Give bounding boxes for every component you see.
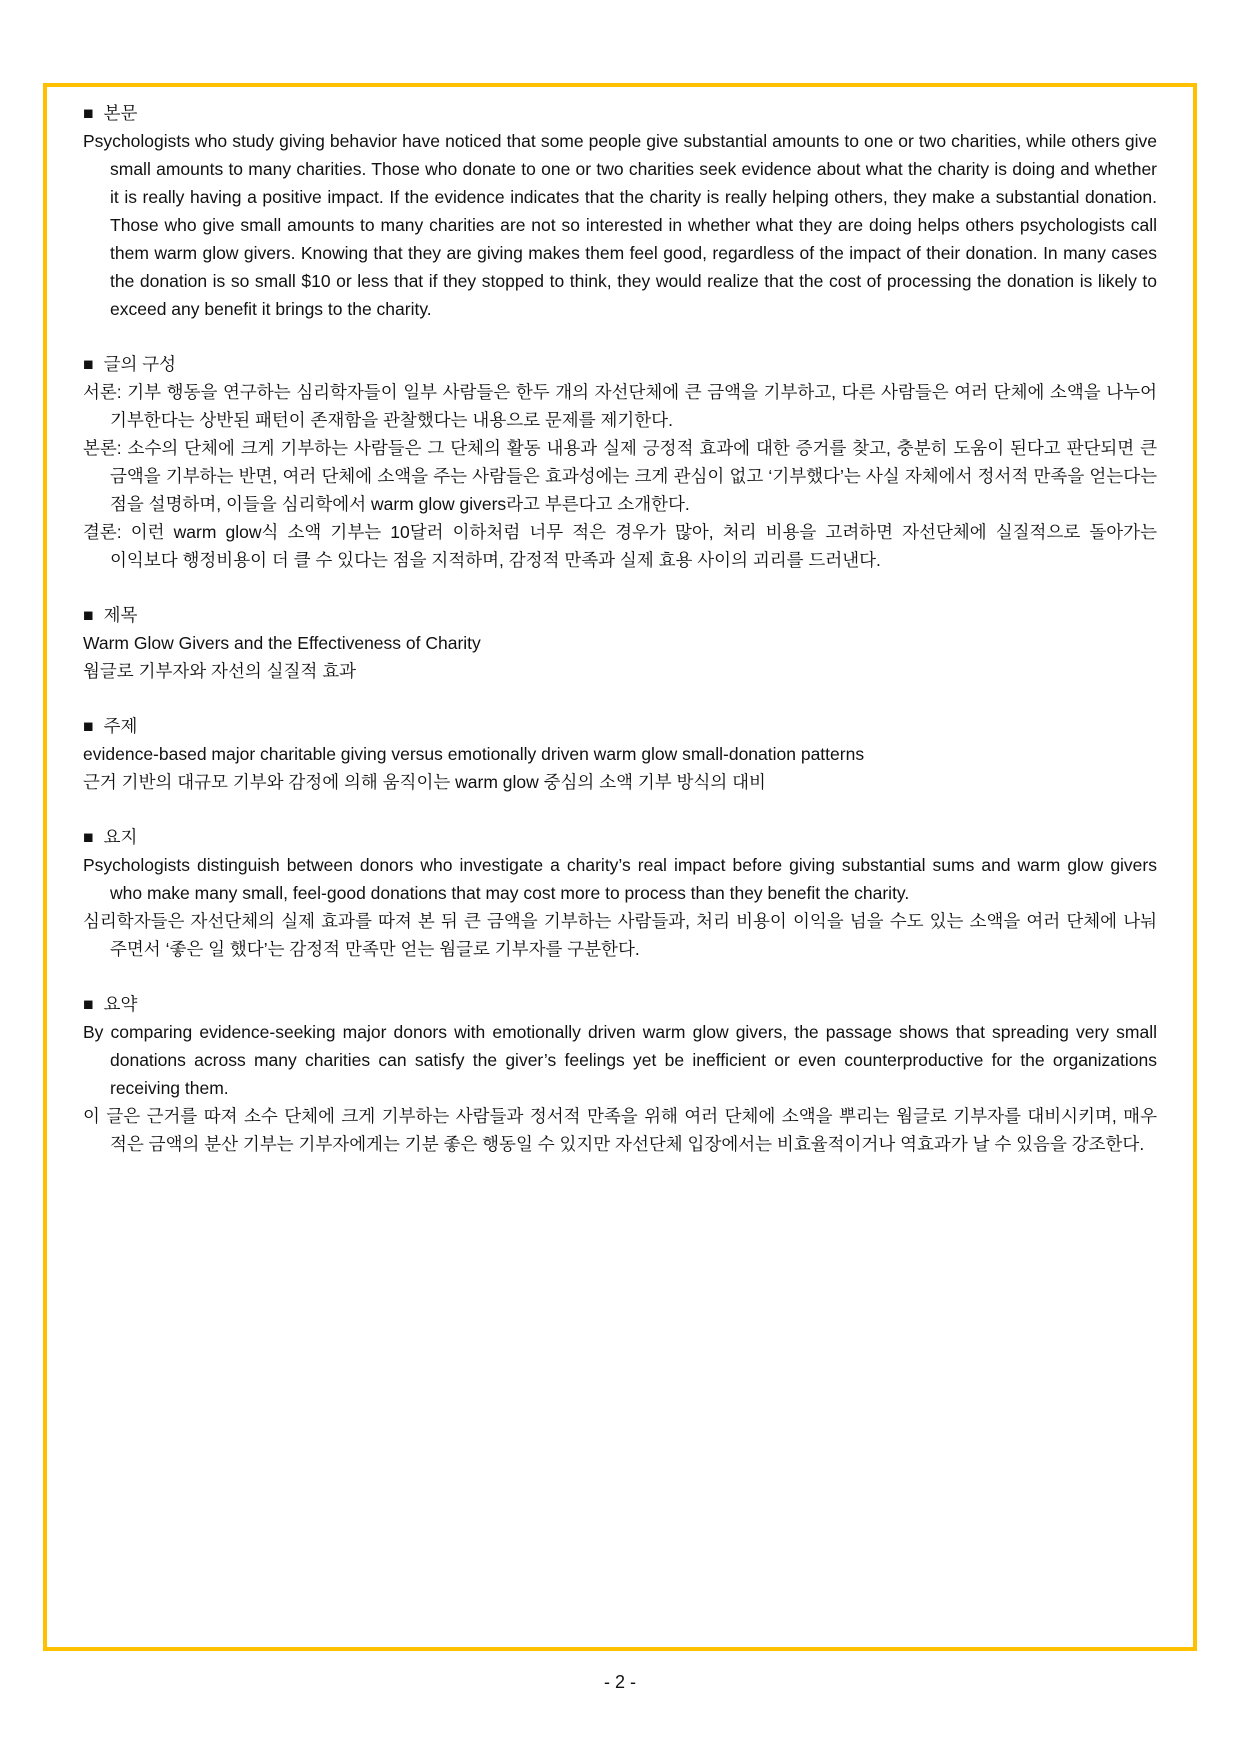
section-summary-header: [83, 990, 1157, 1018]
title-english-text: Warm Glow Givers and the Effectiveness of Charity: [83, 633, 481, 653]
page-content: [47, 87, 1193, 1158]
section-passage: [83, 99, 1157, 323]
section-gist-header: [83, 823, 1157, 851]
square-bullet-icon: ■: [83, 103, 94, 123]
summary-korean-text: 이 글은 근거를 따져 소수 단체에 크게 기부하는 사람들과 정서적 만족을 위해 여러 단체에 소액을 뿌리는 웜글로 기부자를 대비시키며, 매우 적은 금액의 분산 기부는 기부자에게는 기분 좋은 행동일 수 있지만 자선단체 입장에서는 비효율적이거나 역효과가 날 수 있음을 강조한다.: [83, 1106, 1157, 1154]
section-structure: [83, 350, 1157, 574]
section-passage-header: [83, 99, 1157, 127]
square-bullet-icon: ■: [83, 716, 94, 736]
section-gist: [83, 823, 1157, 963]
gist-korean-text: 심리학자들은 자선단체의 실제 효과를 따져 본 뒤 큰 금액을 기부하는 사람들과, 처리 비용이 이익을 넘을 수도 있는 소액을 여러 단체에 나눠 주면서 ‘좋은 일 했다’는 감정적 만족만 얻는 웜글로 기부자를 구분한다.: [83, 911, 1157, 959]
section-gist-title: 요지: [103, 827, 138, 847]
topic-korean-text: 근거 기반의 대규모 기부와 감정에 의해 움직이는 warm glow 중심의 소액 기부 방식의 대비: [83, 772, 766, 792]
section-topic: [83, 712, 1157, 796]
section-passage-title: 본문: [103, 103, 138, 123]
section-summary-title: 요약: [103, 994, 138, 1014]
topic-english-text: evidence-based major charitable giving versus emotionally driven warm glow small-donation patterns: [83, 744, 865, 764]
structure-body-text: 본론: 소수의 단체에 크게 기부하는 사람들은 그 단체의 활동 내용과 실제 긍정적 효과에 대한 증거를 찾고, 충분히 도움이 된다고 판단되면 큰 금액을 기부하는 반면, 여러 단체에 소액을 주는 사람들은 효과성에는 크게 관심이 없고 ‘기부했다’는 사실 자체에서 정서적 만족을 얻는다는 점을 설명하며, 이들을 심리학에서 warm glow givers라고 부른다고 소개한다.: [83, 438, 1157, 514]
section-structure-title: 글의 구성: [103, 354, 177, 374]
section-topic-header: [83, 712, 1157, 740]
gist-english-text: Psychologists distinguish between donors who investigate a charity’s real impact before giving substantial sums and warm glow givers who make many small, feel-good donations that may cost more to process than they benefit the charity.: [83, 855, 1157, 903]
structure-conclusion-text: 결론: 이런 warm glow식 소액 기부는 10달러 이하처럼 너무 적은 경우가 많아, 처리 비용을 고려하면 자선단체에 실질적으로 돌아가는 이익보다 행정비용이 더 클 수 있다는 점을 지적하며, 감정적 만족과 실제 효용 사이의 괴리를 드러낸다.: [83, 522, 1157, 570]
section-title-header: [83, 601, 1157, 629]
section-summary: [83, 990, 1157, 1158]
section-topic-title: 주제: [103, 716, 138, 736]
section-structure-header: [83, 350, 1157, 378]
title-korean-text: 웜글로 기부자와 자선의 실질적 효과: [83, 661, 357, 681]
square-bullet-icon: ■: [83, 994, 94, 1014]
section-title-title: 제목: [103, 605, 138, 625]
section-title-block: [83, 601, 1157, 685]
structure-intro-text: 서론: 기부 행동을 연구하는 심리학자들이 일부 사람들은 한두 개의 자선단체에 큰 금액을 기부하고, 다른 사람들은 여러 단체에 소액을 나누어 기부한다는 상반된 패턴이 존재함을 관찰했다는 내용으로 문제를 제기한다.: [83, 382, 1157, 430]
passage-text: Psychologists who study giving behavior have noticed that some people give substantial amounts to one or two charities, while others give small amounts to many charities. Those who donate to one or two charities seek evidence about what the charity is doing and whether it is really having a positive impact. If the evidence indicates that the charity is really helping others, they make a substantial donation. Those who give small amounts to many charities are not so interested in whether what they are doing helps others psychologists call them warm glow givers. Knowing that they are giving makes them feel good, regardless of the impact of their donation. In many cases the donation is so small $10 or less that if they stopped to think, they would realize that the cost of processing the donation is likely to exceed any benefit it brings to the charity.: [83, 131, 1157, 319]
page-border: [43, 83, 1197, 1651]
square-bullet-icon: ■: [83, 605, 94, 625]
summary-english-text: By comparing evidence-seeking major donors with emotionally driven warm glow givers, the passage shows that spreading very small donations across many charities can satisfy the giver’s feelings yet be inefficient or even counterproductive for the organizations receiving them.: [83, 1022, 1157, 1098]
square-bullet-icon: ■: [83, 827, 94, 847]
page-number: - 2 -: [603, 1672, 636, 1692]
square-bullet-icon: ■: [83, 354, 94, 374]
